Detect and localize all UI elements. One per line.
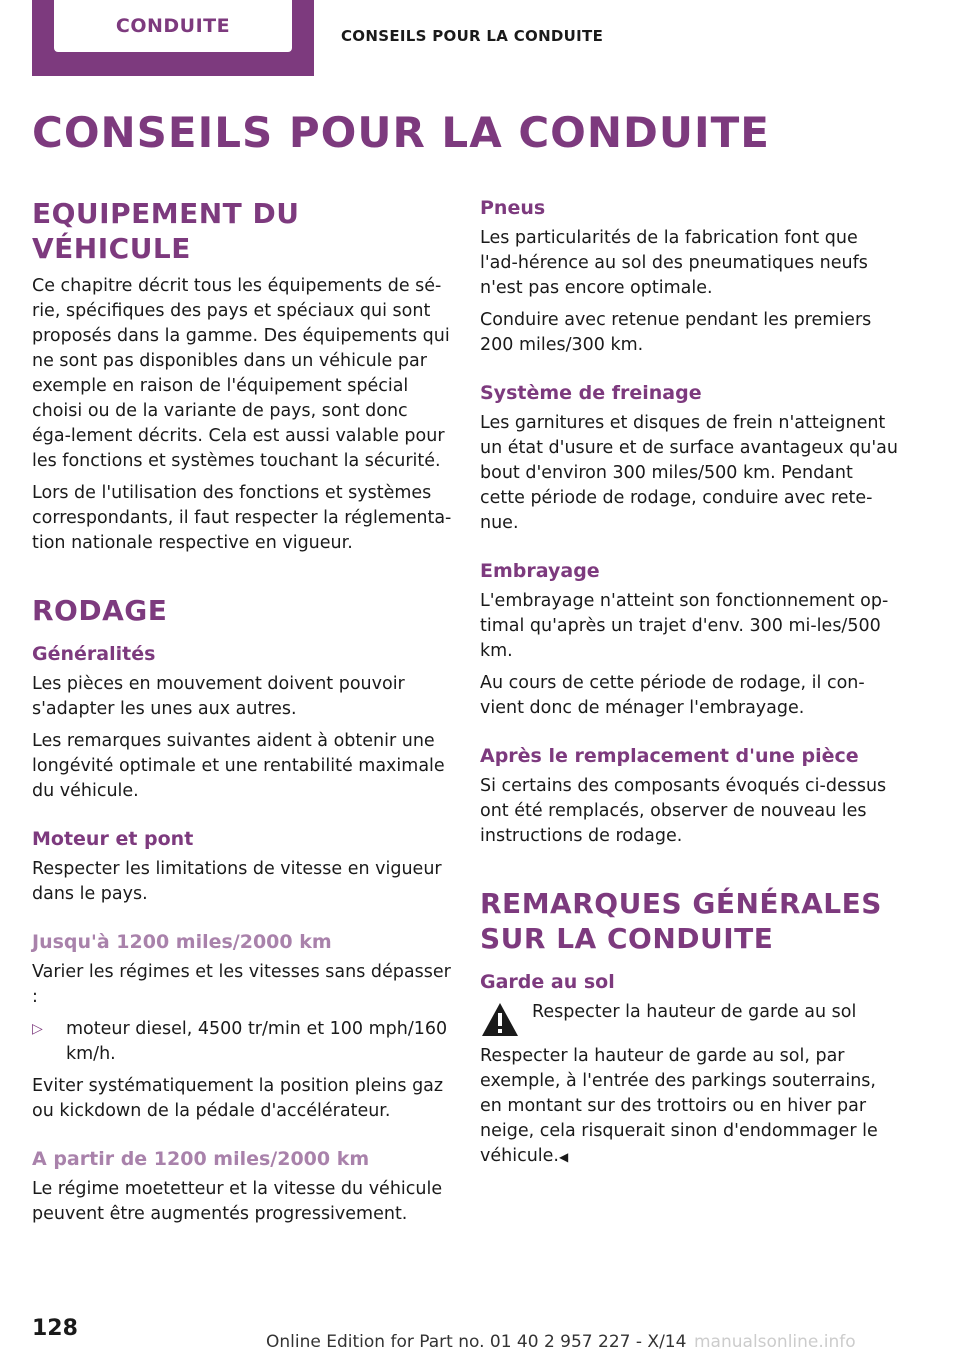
remarques-heading: REMARQUES GÉNÉRALES SUR LA CONDUITE <box>480 887 882 955</box>
header-tab-label: CONDUITE <box>54 0 292 52</box>
jusqua-paragraph-2: Eviter systématiquement la position pleins gaz ou kickdown de la pédale d'accélérateur. <box>32 1076 444 1121</box>
embrayage-paragraph-2: Au cours de cette période de rodage, il con-vient donc de ménager l'embrayage. <box>480 673 865 718</box>
pneus-heading: Pneus <box>480 197 546 219</box>
freinage-heading: Système de freinage <box>480 382 702 404</box>
moteur-heading: Moteur et pont <box>32 828 194 850</box>
right-column <box>480 196 900 1177</box>
warning-triangle-icon <box>480 1000 520 1040</box>
apartir-paragraph: Le régime moetetteur et la vitesse du véhicule peuvent être augmentés progressivement. <box>32 1179 443 1224</box>
jusqua-heading: Jusqu'à 1200 miles/2000 km <box>32 931 332 953</box>
watermark: manualsonline.info <box>694 1332 856 1352</box>
embrayage-paragraph-1: L'embrayage n'atteint son fonctionnement op-timal qu'après un trajet d'env. 300 mi-les/500 km. <box>480 591 889 661</box>
equipement-paragraph-1: Ce chapitre décrit tous les équipements de sé-rie, spécifiques des pays et spéciaux qui sont proposés dans la gamme. Des équipements qui ne sont pas disponibles dans un véhicule par exemple en raison de l'équipement spécial choisi ou de la variante de pays, sont donc éga-lement décrits. Cela est aussi valable pour les fonctions et systèmes touchant la sécurité. <box>32 276 450 471</box>
footer-edition: Online Edition for Part no. 01 40 2 957 227 - X/14 <box>266 1332 687 1352</box>
equipement-paragraph-2: Lors de l'utilisation des fonctions et systèmes correspondants, il faut respecter la réglementa-tion nationale respective en vigueur. <box>32 483 452 553</box>
garde-paragraph-text: Respecter la hauteur de garde au sol, par exemple, à l'entrée des parkings souterrains, en montant sur des trottoirs ou en hiver par neige, cela risquerait sinon d'endommager le véhicule. <box>480 1046 878 1166</box>
end-mark-icon: ◀ <box>558 1150 569 1164</box>
page-title: CONSEILS POUR LA CONDUITE <box>32 108 770 157</box>
freinage-paragraph: Les garnitures et disques de frein n'atteignent un état d'usure et de surface avantageux qu'au bout d'environ 300 miles/500 km. Pendant cette période de rodage, conduire avec rete-nue. <box>480 413 898 533</box>
pneus-paragraph-1: Les particularités de la fabrication font que l'ad-hérence au sol des pneumatiques neufs n'est pas encore optimale. <box>480 228 868 298</box>
warning-text: Respecter la hauteur de garde au sol <box>532 1002 857 1022</box>
header-section-label: CONSEILS POUR LA CONDUITE <box>341 27 604 45</box>
moteur-paragraph: Respecter les limitations de vitesse en vigueur dans le pays. <box>32 859 442 904</box>
apres-heading: Après le remplacement d'une pièce <box>480 745 859 767</box>
apres-paragraph: Si certains des composants évoqués ci-dessus ont été remplacés, observer de nouveau les instructions de rodage. <box>480 776 887 846</box>
equipement-heading: EQUIPEMENT DU VÉHICULE <box>32 197 300 265</box>
pneus-paragraph-2: Conduire avec retenue pendant les premiers 200 miles/300 km. <box>480 310 872 355</box>
warning-notice <box>480 1000 900 1040</box>
bullet-text: moteur diesel, 4500 tr/min et 100 mph/160 km/h. <box>66 1019 448 1064</box>
generalites-heading: Généralités <box>32 643 156 665</box>
generalites-paragraph-2: Les remarques suivantes aident à obtenir une longévité optimale et une rentabilité maximale du véhicule. <box>32 731 445 801</box>
garde-paragraph <box>480 1044 900 1170</box>
generalites-paragraph-1: Les pièces en mouvement doivent pouvoir s'adapter les unes aux autres. <box>32 674 405 719</box>
left-column <box>32 196 452 1234</box>
embrayage-heading: Embrayage <box>480 560 600 582</box>
apartir-heading: A partir de 1200 miles/2000 km <box>32 1148 370 1170</box>
rodage-heading: RODAGE <box>32 594 168 627</box>
bullet-triangle-icon: ▷ <box>32 1021 43 1037</box>
page-number: 128 <box>32 1316 78 1341</box>
jusqua-paragraph-1: Varier les régimes et les vitesses sans dépasser : <box>32 962 451 1007</box>
garde-heading: Garde au sol <box>480 971 615 993</box>
list-item <box>32 1017 452 1067</box>
